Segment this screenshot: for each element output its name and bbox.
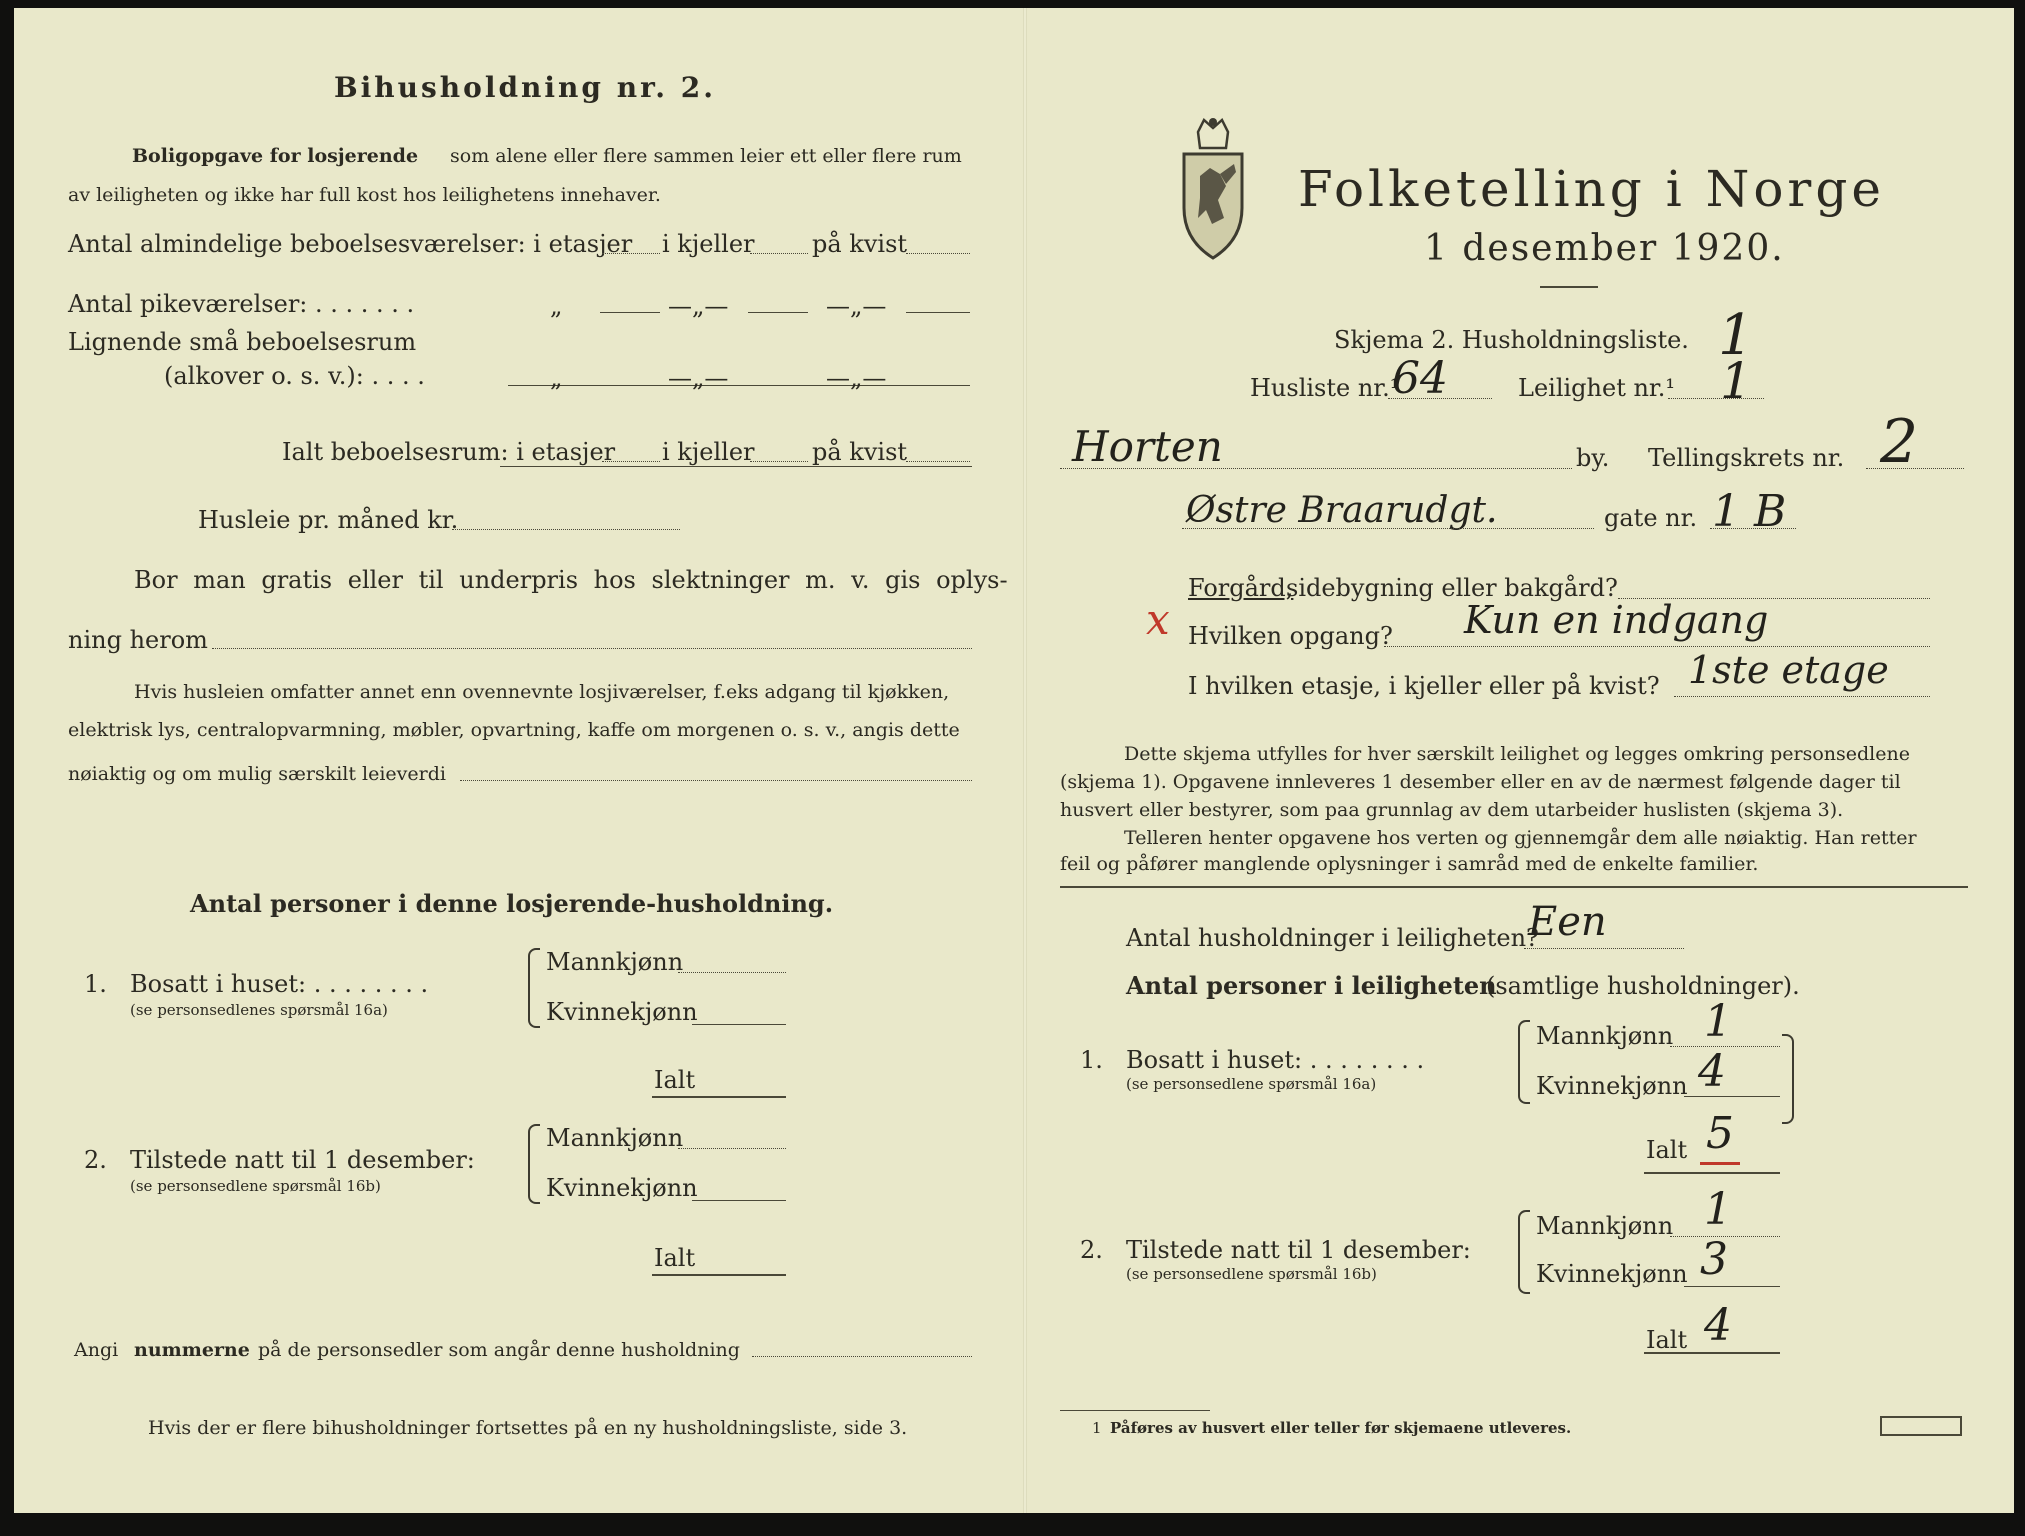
etasje-question: I hvilken etasje, i kjeller eller på kvist? — [1188, 672, 1660, 700]
l-q1-label: Bosatt i huset: . . . . . . . . — [130, 970, 429, 998]
hvis-line-2: elektrisk lys, centralopvarmning, møbler, opvartning, kaffe om morgenen o. s. v., angis dette — [68, 719, 960, 741]
bor-line-1: Bor man gratis eller til underpris hos slektninger m. v. gis oplys- — [134, 566, 1008, 594]
angi-field — [752, 1356, 972, 1357]
l-q1-num: 1. — [84, 970, 107, 998]
gate-label: gate nr. — [1604, 504, 1698, 532]
by-label: by. — [1576, 444, 1610, 472]
printer-stamp — [1880, 1416, 1962, 1436]
leilighet-field — [1668, 398, 1764, 399]
pike-ditto-3: —„— — [826, 292, 887, 320]
by-field — [1060, 468, 1572, 469]
intro-rest: som alene eller flere sammen leier ett eller flere rum — [450, 145, 962, 167]
pike-label: Antal pikeværelser: . . . . . . . — [68, 290, 415, 318]
instr-line-3: husvert eller bestyrer, som paa grunnlag av dem utarbeider huslisten (skjema 3). — [1060, 799, 1844, 821]
l-q1-ialt-label: Ialt — [654, 1066, 696, 1094]
l-q2-kvinne-label: Kvinnekjønn — [546, 1174, 698, 1202]
red-x-mark: x — [1146, 595, 1170, 644]
gate-field — [1182, 528, 1594, 529]
instr-line-4: Telleren henter opgavene hos verten og gjennemgår dem alle nøiaktig. Han retter — [1124, 827, 1917, 849]
tellingskrets-label: Tellingskrets nr. — [1648, 444, 1845, 472]
paa-kvist-label: på kvist — [812, 230, 908, 258]
etasjer-field — [602, 253, 660, 254]
instr-line-5: feil og påfører manglende oplysninger i samråd med de enkelte familier. — [1060, 853, 1759, 875]
l-q2-brace — [528, 1124, 540, 1204]
page-fold — [1023, 8, 1027, 1513]
l-q2-ialt-label: Ialt — [654, 1244, 696, 1272]
r-q2-num: 2. — [1080, 1236, 1103, 1264]
angi-pre: Angi — [74, 1339, 119, 1361]
instr-line-2: (skjema 1). Opgavene innleveres 1 desember eller en av de nærmest følgende dager til — [1060, 771, 1901, 793]
instr-line-1: Dette skjema utfylles for hver særskilt leilighet og legges omkring personsedlene — [1124, 743, 1910, 765]
left-title: Bihusholdning nr. 2. — [334, 71, 716, 104]
coat-of-arms-icon — [1176, 114, 1250, 264]
r-q1-mann-label: Mannkjønn — [1536, 1022, 1674, 1050]
footnote-rule — [1060, 1410, 1210, 1411]
angi-post: på de personsedler som angår denne husholdning — [258, 1339, 740, 1361]
ialt-kjeller-field — [750, 461, 808, 462]
l-q2-kvinne-field — [692, 1200, 786, 1201]
lignende-label-2: (alkover o. s. v.): . . . . — [164, 362, 425, 390]
l-q1-kvinne-field — [692, 1024, 786, 1025]
r-q2-kvinne-label: Kvinnekjønn — [1536, 1260, 1688, 1288]
forgard-question: sidebygning eller bakgård? — [1286, 574, 1618, 602]
r-q1-ialt-field — [1644, 1172, 1780, 1174]
antal-hush-question: Antal husholdninger i leiligheten? — [1126, 924, 1539, 952]
bor-line-2: ning herom — [68, 626, 208, 654]
gate-nr-field — [1710, 528, 1796, 529]
husleie-label: Husleie pr. måned kr. — [198, 506, 459, 534]
r-q1-ialt-label: Ialt — [1646, 1136, 1688, 1164]
ialt-kjeller-label: i kjeller — [662, 438, 755, 466]
pike-field-3 — [906, 312, 970, 313]
hw-husholdninger: Een — [1528, 899, 1607, 945]
hw-q2-ialt: 4 — [1704, 1300, 1732, 1351]
antal-pers-bold: Antal personer i leiligheten — [1126, 971, 1497, 1000]
r-q1-label: Bosatt i huset: . . . . . . . . — [1126, 1046, 1425, 1074]
ialt-kvist-field — [906, 461, 970, 462]
hvis-line-3: nøiaktig og om mulig særskilt leieverdi — [68, 763, 446, 785]
lignende-field — [508, 385, 970, 386]
kjeller-field — [750, 253, 808, 254]
hw-q1-ialt: 5 — [1706, 1108, 1734, 1159]
hw-q2-kvinne: 3 — [1700, 1234, 1728, 1285]
lignende-label-1: Lignende små beboelsesrum — [68, 328, 417, 356]
antal-pers-rest: (samtlige husholdninger). — [1486, 972, 1800, 1000]
l-q1-ialt-field — [652, 1096, 786, 1098]
i-kjeller-label: i kjeller — [662, 230, 755, 258]
pike-ditto: „ — [550, 292, 563, 320]
l-q1-brace — [528, 948, 540, 1028]
l-q2-num: 2. — [84, 1146, 107, 1174]
footnote-text: Påføres av husvert eller teller før skjemaene utleveres. — [1110, 1419, 1572, 1437]
l-q2-mann-label: Mannkjønn — [546, 1124, 684, 1152]
date-rule — [1540, 286, 1598, 288]
antal-alm-label: Antal almindelige beboelsesværelser: i etasjer — [68, 230, 633, 258]
l-q2-sub: (se personsedlene spørsmål 16b) — [130, 1177, 381, 1195]
leilighet-label: Leilighet nr.¹ — [1518, 374, 1676, 402]
l-q1-sub: (se personsedlenes spørsmål 16a) — [130, 1001, 388, 1019]
l-q1-mann-label: Mannkjønn — [546, 948, 684, 976]
hw-q1-kvinne: 4 — [1698, 1046, 1726, 1097]
l-q2-ialt-field — [652, 1274, 786, 1276]
left-footer: Hvis der er flere bihusholdninger fortsettes på en ny husholdningsliste, side 3. — [148, 1417, 908, 1439]
lignende-ditto-3: —„— — [826, 364, 887, 392]
husholdninger-field — [1524, 948, 1684, 949]
r-q2-kvinne-field — [1684, 1286, 1780, 1287]
r-q2-ialt-label: Ialt — [1646, 1326, 1688, 1354]
husliste-field — [1388, 398, 1492, 399]
r-q2-mann-label: Mannkjønn — [1536, 1212, 1674, 1240]
hw-by: Horten — [1072, 422, 1223, 471]
intro-bold: Boligopgave for losjerende — [132, 145, 419, 167]
pike-ditto-2: —„— — [668, 292, 729, 320]
ialt-etasjer-field — [602, 461, 660, 462]
hw-husliste-no: 64 — [1392, 353, 1448, 404]
hw-tellingskrets: 2 — [1880, 407, 1919, 477]
forgard-word: Forgård, — [1188, 574, 1294, 602]
r-q1-brace — [1518, 1020, 1530, 1104]
antal-pers-title: Antal personer i denne losjerende-husholdning. — [190, 889, 834, 918]
pike-field-1 — [600, 312, 660, 313]
hw-q1-mann: 1 — [1704, 996, 1732, 1047]
tellingskrets-field — [1866, 468, 1964, 469]
section-rule — [1060, 886, 1968, 888]
hvis-line-1: Hvis husleien omfatter annet enn ovennevnte losjiværelser, f.eks adgang til kjøkken, — [134, 681, 950, 703]
r-q2-label: Tilstede natt til 1 desember: — [1126, 1236, 1471, 1264]
opgang-question: Hvilken opgang? — [1188, 622, 1393, 650]
hw-gate-nr: 1 B — [1712, 486, 1787, 537]
r-q1-kvinne-label: Kvinnekjønn — [1536, 1072, 1688, 1100]
lignende-ditto: „ — [550, 364, 563, 392]
intro-line2: av leiligheten og ikke har full kost hos leilighetens innehaver. — [68, 184, 661, 206]
hw-etasje: 1ste etage — [1688, 648, 1889, 692]
l-q1-kvinne-label: Kvinnekjønn — [546, 998, 698, 1026]
pike-field-2 — [748, 312, 808, 313]
right-date: 1 desember 1920. — [1424, 228, 1785, 269]
r-q2-brace — [1518, 1210, 1530, 1294]
r-q2-ialt-field — [1644, 1352, 1780, 1354]
r-q1-pencil-bracket — [1782, 1034, 1794, 1124]
husleie-field — [452, 529, 680, 530]
footnote-num: 1 — [1092, 1419, 1102, 1437]
right-title: Folketelling i Norge — [1298, 160, 1885, 218]
bor-field — [212, 648, 972, 649]
r-q1-kvinne-field — [1684, 1096, 1780, 1097]
hw-opgang: Kun en indgang — [1464, 598, 1769, 642]
r-q1-sub: (se personsedlene spørsmål 16a) — [1126, 1075, 1377, 1093]
skjema-label: Skjema 2. Husholdningsliste. — [1334, 326, 1689, 354]
l-q2-label: Tilstede natt til 1 desember: — [130, 1146, 475, 1174]
r-q1-num: 1. — [1080, 1046, 1103, 1074]
ialt-underline — [500, 466, 972, 467]
lignende-ditto-2: —„— — [668, 364, 729, 392]
etasje-field — [1674, 696, 1930, 697]
ialt-rum-label: Ialt beboelsesrum: i etasjer — [282, 438, 616, 466]
husliste-label: Husliste nr.¹ — [1250, 374, 1400, 402]
angi-bold: nummerne — [134, 1339, 250, 1361]
l-q2-mann-field — [678, 1148, 786, 1149]
r-q2-sub: (se personsedlene spørsmål 16b) — [1126, 1265, 1377, 1283]
leieverdi-field — [460, 780, 972, 781]
hw-leilighet-no: 1 — [1720, 352, 1752, 410]
hw-gate: Østre Braarudgt. — [1186, 490, 1498, 531]
kvist-field — [906, 253, 970, 254]
hw-q2-mann: 1 — [1704, 1184, 1732, 1235]
red-underline — [1700, 1162, 1740, 1165]
l-q1-mann-field — [678, 972, 786, 973]
opgang-field — [1384, 646, 1930, 647]
ialt-kvist-label: på kvist — [812, 438, 908, 466]
hw-husholdningsliste-no: 1 — [1718, 303, 1754, 368]
